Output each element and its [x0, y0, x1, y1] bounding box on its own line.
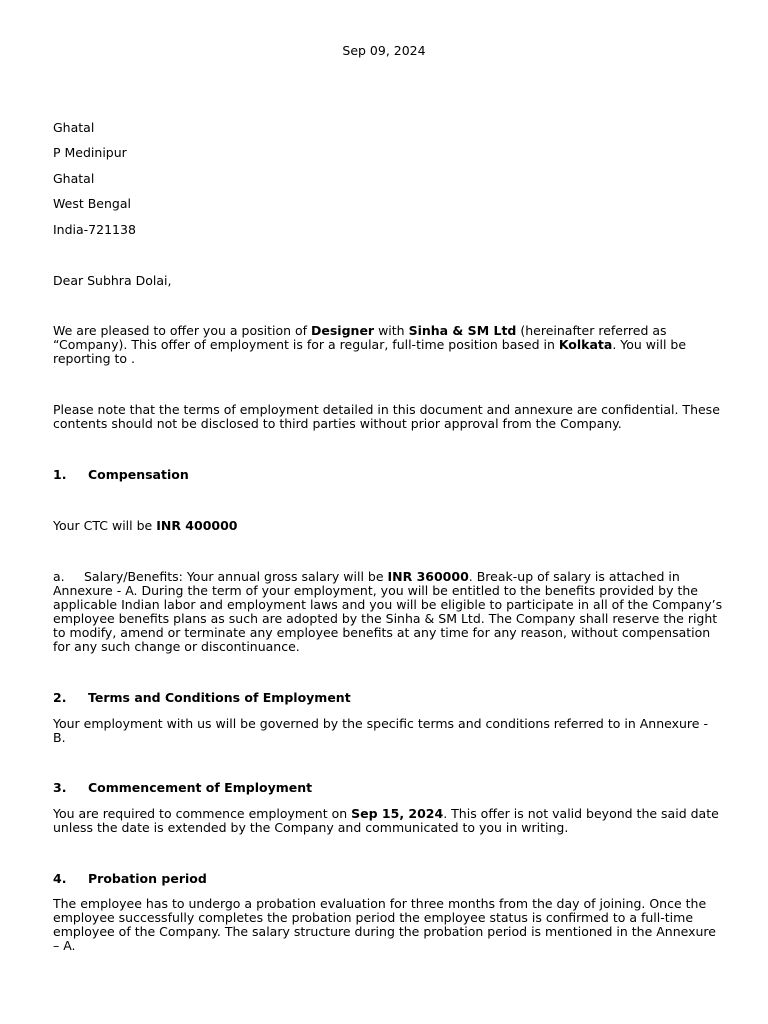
salary-text-2: . Break-up of salary is attached in Annexure - A. During the term of your employment, you will be entitled to the benefits provided by the applicable Indian labor and employment laws and you will be eligible to participate in all of the Company’s employee benefits plans as such are adopted by the Sinha & SM Ltd. The Company shall reserve the right to modify, amend or terminate any employee benefits at any time for any reason, without compensation for any such change or discontinuance. — [53, 569, 723, 654]
section-number: 3. — [53, 780, 67, 795]
ctc-value: INR 400000 — [156, 518, 238, 533]
intro-text-3: (hereinafter referred as “Company). This offer of employment is for a regular, full-time position based in — [53, 323, 667, 352]
section-title: Probation period — [88, 871, 207, 886]
section-title: Compensation — [88, 467, 189, 482]
section-number: 1. — [53, 467, 67, 482]
intro-text-2: with — [374, 323, 409, 338]
section-title: Commencement of Employment — [88, 780, 313, 795]
section-compensation-heading — [53, 467, 189, 483]
letter-date: Sep 09, 2024 — [342, 43, 426, 58]
salary-benefits-paragraph — [53, 570, 723, 654]
start-date: Sep 15, 2024 — [351, 806, 444, 821]
section-probation-heading — [53, 871, 207, 887]
intro-text-4: . You will be reporting to . — [53, 337, 687, 366]
position-title: Designer — [311, 323, 375, 338]
commencement-text-1: You are required to commence employment on — [53, 806, 352, 821]
address-line-2: P Medinipur — [53, 145, 127, 160]
confidentiality-paragraph: Please note that the terms of employment detailed in this document and annexure are confidential. These contents should not be disclosed to third parties without prior approval from the Company. — [53, 402, 720, 431]
intro-paragraph — [53, 324, 723, 366]
ctc-prefix: Your CTC will be — [53, 518, 157, 533]
section-number: 2. — [53, 690, 67, 705]
commencement-text-2: . This offer is not valid beyond the said date unless the date is extended by the Company and communicated to you in writing. — [53, 806, 719, 835]
salutation: Dear Subhra Dolai, — [53, 273, 172, 288]
job-location: Kolkata — [558, 337, 613, 352]
section-title: Terms and Conditions of Employment — [88, 690, 351, 705]
company-name: Sinha & SM Ltd — [408, 323, 517, 338]
section-number: 4. — [53, 871, 67, 886]
terms-paragraph: Your employment with us will be governed by the specific terms and conditions referred to in Annexure - B. — [53, 716, 708, 745]
intro-text-1: We are pleased to offer you a position of — [53, 323, 312, 338]
item-marker: a. — [53, 569, 65, 584]
section-terms-heading — [53, 690, 351, 706]
address-line-3: Ghatal — [53, 171, 95, 186]
address-line-1: Ghatal — [53, 120, 95, 135]
probation-paragraph: The employee has to undergo a probation evaluation for three months from the day of joining. Once the employee successfully completes the probation period the employee status is confirmed to a full-time employee of the Company. The salary structure during the probation period is mentioned in the Annexure – A. — [53, 896, 716, 953]
salary-text-1: Salary/Benefits: Your annual gross salary will be — [84, 569, 388, 584]
ctc-line — [53, 518, 238, 534]
section-commencement-heading — [53, 780, 312, 796]
address-line-5: India-721138 — [53, 222, 136, 237]
address-line-4: West Bengal — [53, 196, 131, 211]
gross-salary-value: INR 360000 — [387, 569, 469, 584]
commencement-paragraph — [53, 807, 723, 835]
